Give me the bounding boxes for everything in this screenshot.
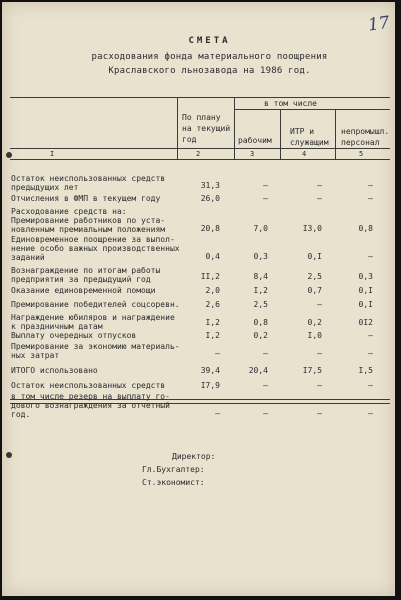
label-line: Отчисления в ФМП в текущем году [11,194,161,203]
table-top-rule [10,97,390,98]
group-header-rule [234,109,390,110]
header-plan-line: на текущий [182,124,231,133]
cell-nonprod: – [368,181,373,190]
label-line: заданий [11,253,45,262]
column-divider [177,97,178,159]
table-row-label [11,331,191,340]
cell-itr: I7,5 [302,366,322,375]
cell-workers: 0,2 [253,331,268,340]
document-page [2,2,395,596]
table-row-label [11,286,191,295]
header-itr-line: ИТР и [290,127,315,136]
column-divider [234,97,235,159]
header-plan-line: По плану [182,113,221,122]
cell-workers: 2,5 [253,300,268,309]
cell-plan: I7,9 [200,381,220,390]
table-row-label [11,366,191,375]
page-number: 17 [366,12,391,36]
table-row-label [11,381,191,390]
label-line: Премирование за экономию материаль- [11,342,180,351]
column-number-rule [10,159,390,160]
cell-plan: I,2 [205,318,220,327]
cell-plan: 2,6 [205,300,220,309]
label-line: предприятия за предыдущий год [11,275,151,284]
cell-workers: I,2 [253,286,268,295]
table-row-label [11,235,191,262]
label-line: Оказание единовременной помощи [11,286,156,295]
cell-plan: – [215,409,220,418]
column-number: 5 [359,150,364,158]
label-line: ИТОГО использовано [11,366,98,375]
cell-itr: I3,0 [302,224,322,233]
cell-plan: 39,4 [200,366,220,375]
cell-itr: I,0 [307,331,322,340]
header-itr-line: служащим [290,138,329,147]
cell-workers: 20,4 [248,366,268,375]
punch-hole [6,152,12,158]
cell-workers: 7,0 [253,224,268,233]
label-line: Выплату очередных отпусков [11,331,137,340]
cell-itr: – [317,194,322,203]
table-row-label [11,392,191,419]
cell-plan: 26,0 [200,194,220,203]
document-subtitle-organization: Краславского льнозавода на 1986 год. [108,66,311,76]
cell-workers: – [263,409,268,418]
header-nonprod-line: персонал [341,138,380,147]
label-line: Остаток неиспользованных средств [11,381,166,390]
header-plan [182,112,230,145]
cell-plan: 31,3 [200,181,220,190]
cell-nonprod: I,5 [358,366,373,375]
cell-nonprod: – [368,331,373,340]
cell-itr: – [317,181,322,190]
cell-plan: I,2 [205,331,220,340]
cell-plan: II,2 [200,272,220,281]
table-row-label [11,313,191,331]
table-row-label [11,194,191,203]
signature-chief-accountant: Гл.Бухгалтер: [142,465,205,474]
label-line: к праздничным датам [11,322,103,331]
table-row-label [11,207,191,234]
cell-itr: – [317,300,322,309]
signature-economist: Ст.экономист: [142,478,205,487]
label-line: дового вознаграждения за отчетный [11,401,170,410]
column-number: 2 [196,150,201,158]
cell-nonprod: 0,3 [358,272,373,281]
cell-itr: – [317,381,322,390]
cell-nonprod: 0,I [358,286,373,295]
cell-plan: – [215,349,220,358]
header-workers: рабочим [238,136,272,145]
label-line: нение особо важных производственных [11,244,180,253]
table-row-label [11,174,191,192]
header-itr [290,126,329,148]
cell-itr: 0,7 [307,286,322,295]
label-line: Остаток неиспользованных средств [11,174,166,183]
table-row-label [11,266,191,284]
table-row-label [11,300,191,309]
cell-nonprod: – [368,409,373,418]
column-number: 3 [250,150,255,158]
label-line: Расходование средств на: [11,207,127,216]
header-nonprod [341,126,389,148]
cell-itr: – [317,349,322,358]
cell-workers: 8,4 [253,272,268,281]
label-line: Премирование работников по уста- [11,216,166,225]
cell-itr: 0,I [307,252,322,261]
label-line: Вознаграждение по итогам работы [11,266,161,275]
cell-itr: 2,5 [307,272,322,281]
column-number: I [50,150,55,158]
label-line: ных затрат [11,351,60,360]
cell-workers: – [263,349,268,358]
cell-plan: 2,0 [205,286,220,295]
signature-director: Директор: [172,452,216,461]
cell-workers: – [263,194,268,203]
header-nonprod-line: непромышл. [341,127,390,136]
cell-plan: 20,8 [200,224,220,233]
cell-itr: 0,2 [307,318,322,327]
document-title: СМЕТА [188,36,231,46]
cell-nonprod: 0,I [358,300,373,309]
cell-workers: 0,3 [253,252,268,261]
cell-workers: – [263,381,268,390]
cell-nonprod: – [368,194,373,203]
cell-nonprod: – [368,381,373,390]
column-divider [280,109,281,159]
cell-nonprod: – [368,252,373,261]
cell-plan: 0,4 [205,252,220,261]
punch-hole [6,452,12,458]
cell-itr: – [317,409,322,418]
document-subtitle: расходования фонда материального поощрения [91,52,328,62]
label-line: Награждение юбиляров и награждение [11,313,175,322]
header-plan-line: год [182,135,197,144]
column-divider [335,109,336,159]
cell-nonprod: – [368,349,373,358]
label-line: предыдущих лет [11,183,79,192]
table-row-label [11,342,191,360]
cell-workers: 0,8 [253,318,268,327]
label-line: Единовременное поощрение за выпол- [11,235,175,244]
cell-workers: – [263,181,268,190]
label-line: новленным премиальным положениям [11,225,166,234]
label-line: год. [11,410,31,419]
header-bottom-rule [10,148,390,149]
label-line: Премирование победителей соцсоревн. [11,300,180,309]
header-group: в том числе [264,99,317,108]
label-line: в том числе резерв на выплату го- [11,392,170,401]
column-number: 4 [302,150,307,158]
cell-nonprod: 0I2 [358,318,373,327]
cell-nonprod: 0,8 [358,224,373,233]
